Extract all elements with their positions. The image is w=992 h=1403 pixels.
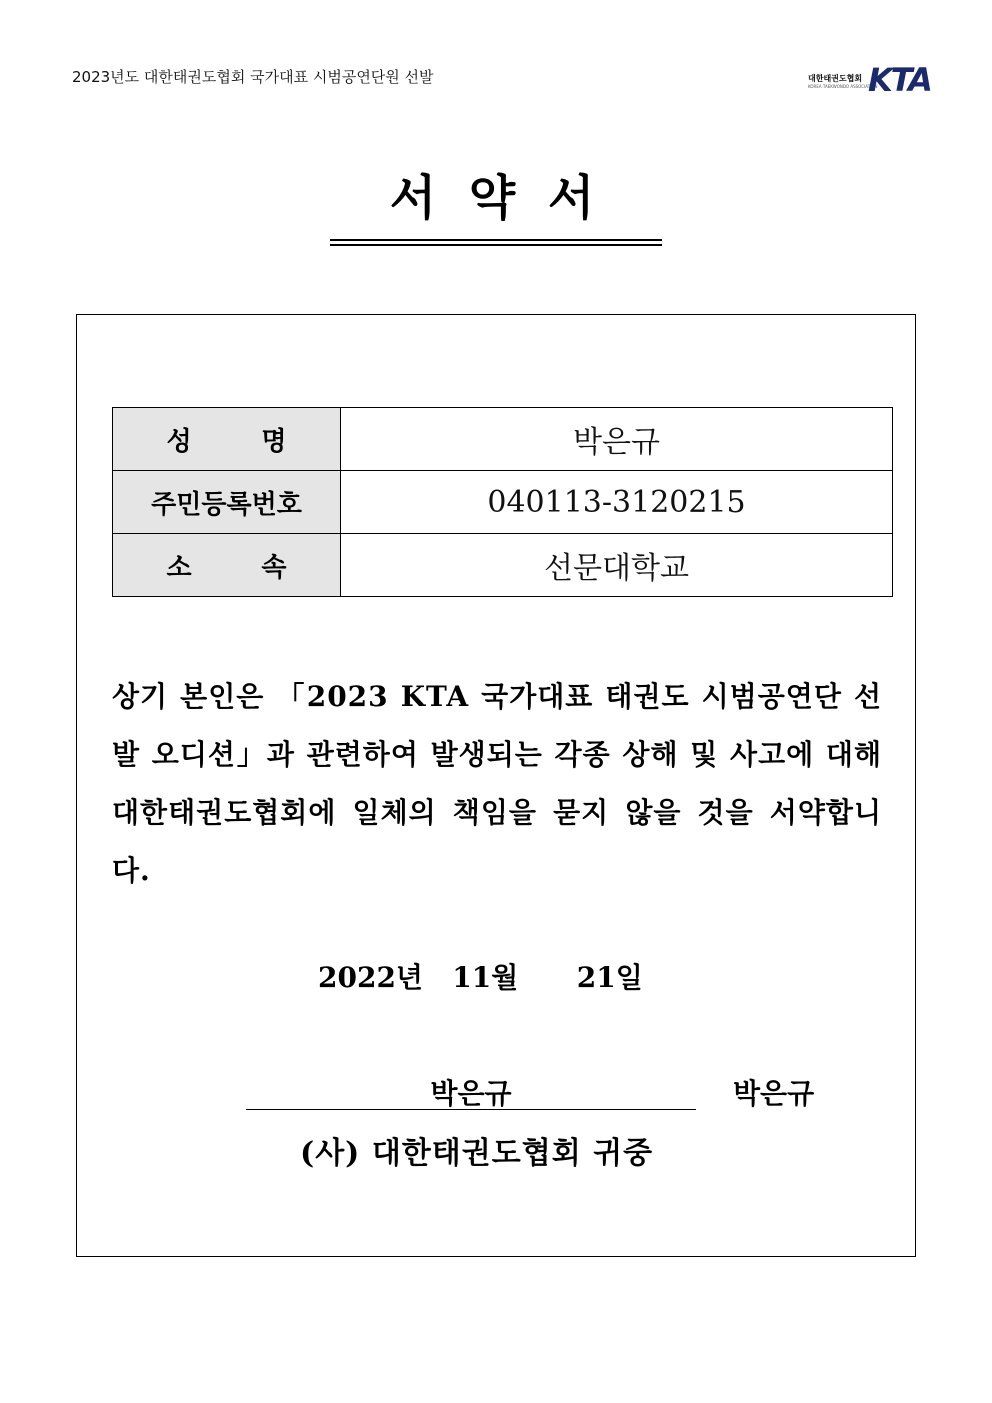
pledge-text: 상기 본인은 「2023 KTA 국가대표 태권도 시범공연단 선발 오디션」과 관련하여 발생되는 각종 상해 및 사고에 대해 대한태권도협회에 일체의 책임을 묻지 않을 것을 서약합니다.: [112, 680, 882, 887]
name-label: 성 명: [166, 426, 287, 457]
signer-name: 박은규: [430, 1077, 512, 1110]
title-underline-top: [330, 239, 662, 241]
affiliation-value: 선문대학교: [341, 534, 893, 597]
affiliation-label-cell: [113, 534, 341, 597]
document-title: 서 약 서: [389, 170, 603, 226]
signature-line: [246, 1109, 696, 1110]
info-table: [112, 407, 893, 597]
resident-number-label-cell: [113, 471, 341, 534]
logo-sub-name: KOREA TAEKWONDO ASSOCIATION: [808, 84, 878, 89]
recipient: (사) 대한태권도협회 귀중: [300, 1136, 654, 1171]
kta-logo: [808, 61, 931, 99]
date-year: 2022년: [318, 961, 423, 994]
date-day: 21일: [576, 961, 643, 994]
title-underline-bottom: [330, 244, 662, 246]
name-value: 박은규: [341, 408, 893, 471]
table-row: [113, 471, 893, 534]
resident-number-label: 주민등록번호: [151, 489, 302, 520]
document-header: 2023년도 대한태권도협회 국가대표 시범공연단원 선발: [72, 68, 434, 86]
resident-number-value: 040113-3120215: [341, 471, 893, 534]
logo-org-name: 대한태권도협회: [808, 74, 863, 83]
date-month: 11월: [452, 961, 519, 994]
pledge-date: [318, 956, 643, 996]
affiliation-label: 소 속: [166, 552, 287, 583]
signature-mark: 박은규: [733, 1077, 815, 1110]
table-row: [113, 408, 893, 471]
table-row: [113, 534, 893, 597]
name-label-cell: [113, 408, 341, 471]
logo-mark: KTA: [868, 61, 931, 99]
